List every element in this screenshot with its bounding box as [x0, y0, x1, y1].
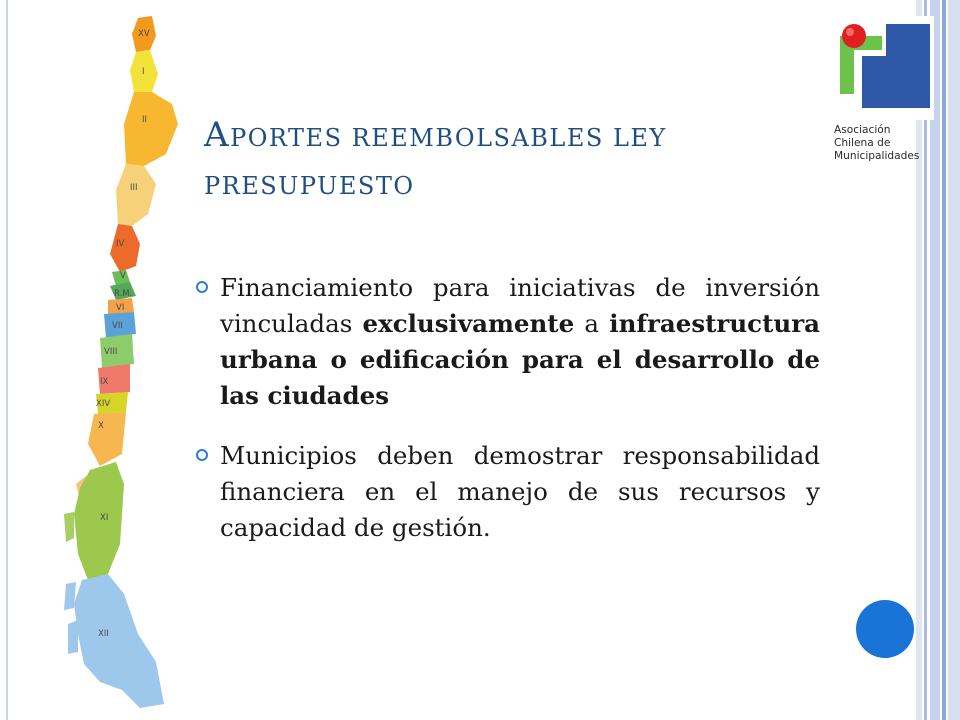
map-region-x — [88, 412, 126, 466]
map-label-v: V — [120, 271, 126, 281]
logo-text-line: Municipalidades — [834, 150, 920, 162]
map-label-xiv: XIV — [96, 399, 111, 409]
logo-text — [834, 124, 934, 163]
map-label-iv: IV — [116, 239, 125, 249]
map-region-iv — [110, 224, 140, 272]
map-label-rm: R.M. — [114, 289, 133, 299]
map-region-xii — [74, 574, 164, 708]
title-line-1 — [204, 115, 824, 155]
bullet-item — [190, 270, 820, 414]
map-label-iii: III — [130, 183, 138, 193]
map-label-xv: XV — [138, 29, 150, 39]
bullet-text-part: Financiamiento para iniciativas de inversión vinculadas — [220, 273, 820, 338]
left-border-rule — [6, 0, 8, 720]
map-region-iii — [116, 164, 156, 226]
map-region-xii-island-1 — [64, 582, 76, 610]
logo-text-line: Asociación — [834, 124, 891, 136]
bullet-list — [190, 270, 820, 570]
title-initial: A — [204, 115, 231, 155]
bullet-circle-icon — [196, 281, 208, 293]
map-label-xi: XI — [100, 513, 109, 523]
map-region-ii — [124, 92, 178, 166]
map-label-x: X — [98, 421, 104, 431]
map-label-xii: XII — [98, 629, 109, 639]
title-line-2: PRESUPUESTO — [204, 172, 415, 200]
logo-text-line: Chilena de — [834, 137, 891, 149]
map-label-viii: VIII — [104, 347, 118, 357]
map-label-vii: VII — [112, 321, 123, 331]
map-label-ix: IX — [100, 377, 109, 387]
logo-mark-icon — [832, 16, 934, 120]
title-line-1-rest: PORTES REEMBOLSABLES LEY — [230, 124, 667, 152]
map-label-ii: II — [142, 115, 148, 125]
bullet-text-bold: exclusivamente — [362, 309, 575, 338]
municipalidades-logo — [832, 16, 934, 162]
chile-regions-map — [60, 14, 190, 714]
bullet-text-bold: infraestructura urbana o edificación para el desarrollo de las ciudades — [220, 309, 820, 410]
bullet-item — [190, 438, 820, 546]
map-region-xi-island — [64, 512, 74, 542]
bullet-text: Municipios deben demostrar responsabilidad financiera en el manejo de sus recursos y capacidad de gestión. — [220, 441, 820, 542]
map-label-vi: VI — [116, 303, 125, 313]
bullet-circle-icon — [196, 449, 208, 461]
slide-title — [204, 115, 824, 203]
map-region-xii-island-2 — [68, 620, 78, 654]
bullet-text — [220, 270, 820, 414]
map-label-i: I — [142, 67, 145, 77]
accent-dot — [856, 600, 914, 658]
bullet-text-part: a — [574, 309, 610, 338]
